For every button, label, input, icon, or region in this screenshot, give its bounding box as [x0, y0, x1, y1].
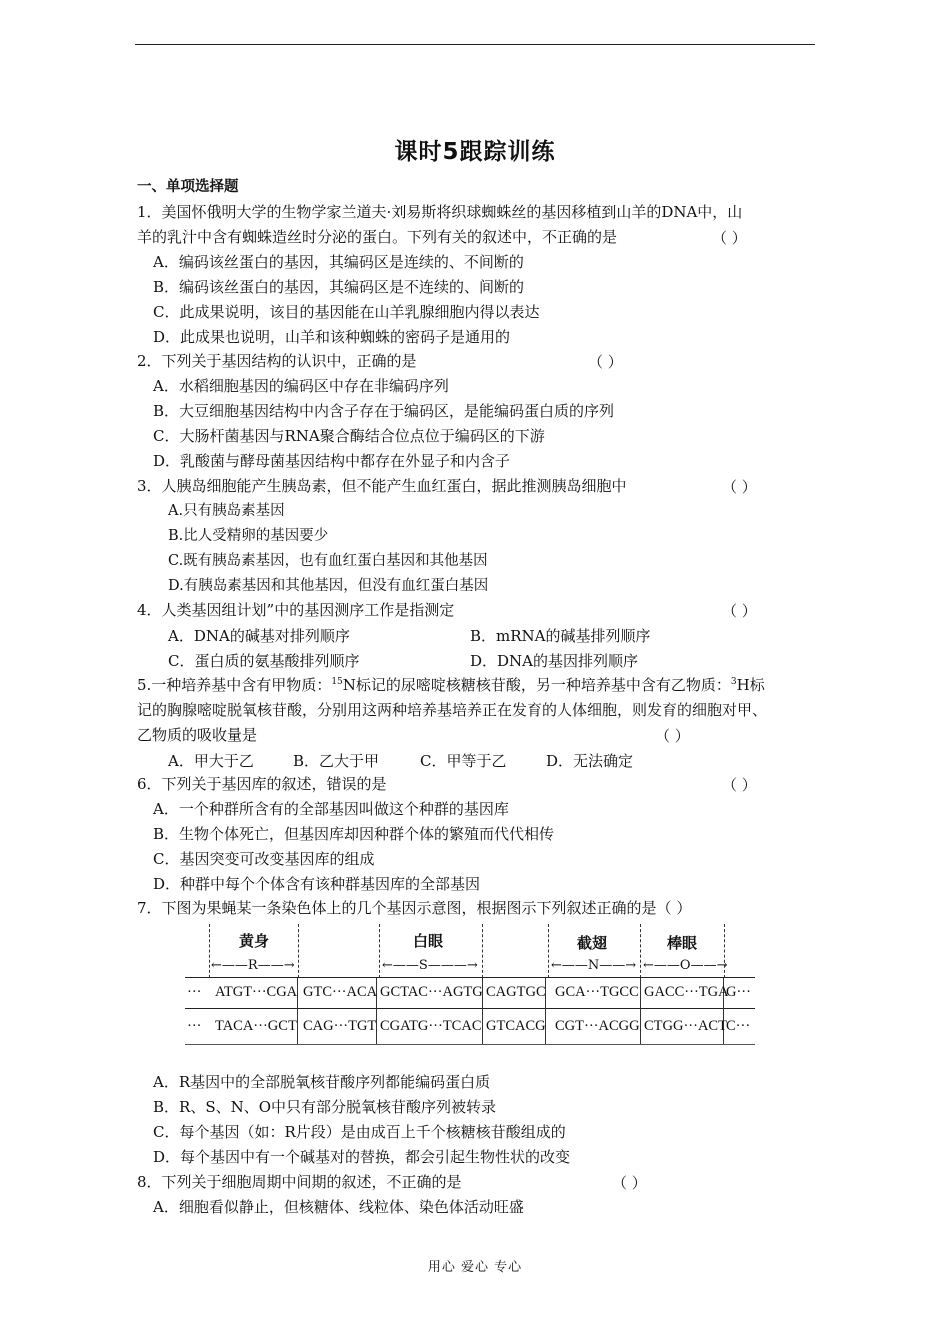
gene-boundary	[298, 924, 299, 978]
bottom-strand-seq: GTCACG	[486, 1018, 546, 1034]
q3-stem: 3．人胰岛细胞能产生胰岛素，但不能产生血红蛋白，据此推测胰岛细胞中	[137, 477, 627, 495]
q5-stem-line2: 记的胸腺嘧啶脱氧核苷酸，分别用这两种培养基培养正在发育的人体细胞，则发育的细胞对甲、	[137, 701, 768, 719]
q8-option-a: A．细胞看似静止，但核糖体、线粒体、染色体活动旺盛	[153, 1198, 524, 1216]
q6-answer-paren: （ ）	[722, 776, 757, 794]
q1-stem-line1: 1．美国怀俄明大学的生物学家兰道夫·刘易斯将织球蜘蛛丝的基因移植到山羊的DNA中，山	[137, 203, 743, 221]
gene-boundary	[482, 924, 483, 978]
q5-stem-line3: 乙物质的吸收量是	[137, 726, 258, 744]
q5-text-part: 5.一种培养基中含有甲物质：	[137, 676, 332, 694]
header-rule	[135, 44, 815, 45]
top-strand-seq: CAGTGC	[486, 984, 546, 1000]
gene-label-white: 白眼	[413, 932, 444, 950]
gene-boundary	[640, 924, 641, 978]
top-strand-seq: G···	[726, 984, 751, 1000]
gene-label-bar: 棒眼	[667, 934, 698, 952]
strand-line	[185, 1044, 755, 1045]
q6-option-b: B．生物个体死亡，但基因库却因种群个体的繁殖而代代相传	[153, 825, 555, 843]
bottom-strand-seq: ···	[187, 1018, 202, 1034]
segment-label: S	[418, 958, 428, 973]
q2-option-d: D．乳酸菌与酵母菌基因结构中都存在外显子和内含子	[153, 452, 511, 470]
q1-option-d: D．此成果也说明，山羊和该种蜘蛛的密码子是通用的	[153, 328, 511, 346]
q4-option-d: D．DNA的基因排列顺序	[470, 652, 639, 670]
q1-option-a: A．编码该丝蛋白的基因，其编码区是连续的、不间断的	[153, 253, 524, 271]
q2-option-a: A．水稻细胞基因的编码区中存在非编码序列	[153, 377, 449, 395]
q1-option-c: C．此成果说明，该目的基因能在山羊乳腺细胞内得以表达	[153, 303, 540, 321]
top-strand-seq: ATGT···CGA	[215, 984, 298, 1000]
bottom-strand-seq: TACA···GCT	[215, 1018, 297, 1034]
top-strand-seq: GCA···TGCC	[555, 984, 639, 1000]
q3-option-c: C.既有胰岛素基因，也有血红蛋白基因和其他基因	[168, 553, 488, 569]
q2-option-c: C．大肠杆菌基因与RNA聚合酶结合位点位于编码区的下游	[153, 427, 545, 445]
gene-label-yellow: 黄身	[239, 932, 270, 950]
top-strand-seq: GCTAC···AGTG	[380, 984, 483, 1000]
segment-r-arrow: ←——R——→	[211, 958, 295, 973]
q5-superscript: 3	[730, 677, 737, 687]
page-footer: 用心 爱心 专心	[427, 1260, 523, 1275]
q8-stem: 8．下列关于细胞周期中间期的叙述，不正确的是	[137, 1173, 462, 1191]
gene-diagram	[185, 922, 755, 1052]
q6-option-d: D．种群中每个个体含有该种群基因库的全部基因	[153, 875, 481, 893]
q3-answer-paren: （ ）	[722, 478, 757, 496]
q6-stem: 6．下列关于基因库的叙述，错误的是	[137, 775, 387, 793]
gene-label-cut: 截翅	[577, 934, 608, 952]
q7-option-d: D．每个基因中有一个碱基对的替换，都会引起生物性状的改变	[153, 1148, 571, 1166]
q5-text-part: H标	[736, 676, 765, 694]
bottom-strand-seq: CTGG···ACT	[644, 1018, 727, 1034]
q4-option-b: B．mRNA的碱基排列顺序	[470, 627, 651, 645]
q5-superscript: 15	[331, 677, 343, 687]
q7-option-a: A．R基因中的全部脱氧核苷酸序列都能编码蛋白质	[153, 1073, 491, 1091]
q2-stem: 2．下列关于基因结构的认识中，正确的是	[137, 352, 417, 370]
gene-boundary	[548, 924, 549, 978]
q3-option-d: D.有胰岛素基因和其他基因，但没有血红蛋白基因	[168, 578, 489, 594]
segment-n-arrow: ←——N——→	[551, 958, 637, 973]
top-strand-seq: ···	[187, 984, 202, 1000]
strand-line	[185, 977, 755, 978]
q5-stem-line1	[137, 675, 765, 695]
segment-label: N	[587, 958, 600, 973]
q5-answer-paren: （ ）	[655, 727, 690, 745]
q4-answer-paren: （ ）	[722, 602, 757, 620]
q3-option-a: A.只有胰岛素基因	[168, 503, 285, 519]
segment-label: O	[679, 958, 691, 973]
bottom-strand-seq: CAG···TGT	[303, 1018, 377, 1034]
top-strand-seq: GTC···ACA	[303, 984, 378, 1000]
q4-option-c: C．蛋白质的氨基酸排列顺序	[168, 652, 360, 670]
gene-boundary	[209, 924, 210, 978]
q7-option-c: C．每个基因（如：R片段）是由成百上千个核糖核苷酸组成的	[153, 1123, 566, 1141]
q1-stem-line2: 羊的乳汁中含有蜘蛛造丝时分泌的蛋白。下列有关的叙述中，不正确的是	[137, 228, 618, 246]
segment-divider	[640, 978, 641, 1044]
top-strand-seq: GACC···TGA	[644, 984, 729, 1000]
gene-boundary	[379, 924, 380, 978]
q7-option-b: B．R、S、N、O中只有部分脱氧核苷酸序列被转录	[153, 1098, 497, 1116]
q6-option-c: C．基因突变可改变基因库的组成	[153, 850, 375, 868]
q2-answer-paren: （ ）	[588, 353, 623, 371]
q4-stem: 4．人类基因组计划”中的基因测序工作是指测定	[137, 601, 455, 619]
q4-option-a: A．DNA的碱基对排列顺序	[168, 627, 350, 645]
q5-option-c: C．甲等于乙	[420, 752, 507, 770]
q5-text-part: N标记的尿嘧啶核糖核苷酸，另一种培养基中含有乙物质：	[342, 676, 731, 694]
strand-line	[185, 1008, 755, 1009]
q1-option-b: B．编码该丝蛋白的基因，其编码区是不连续的、间断的	[153, 278, 525, 296]
bottom-strand-seq: C···	[726, 1018, 751, 1034]
q1-answer-paren: （ ）	[712, 229, 747, 247]
section-heading: 一、单项选择题	[137, 179, 239, 195]
q6-option-a: A．一个种群所含有的全部基因叫做这个种群的基因库	[153, 800, 509, 818]
q5-option-b: B．乙大于甲	[293, 752, 380, 770]
q7-stem: 7．下图为果蝇某一条染色体上的几个基因示意图，根据图示下列叙述正确的是（ ）	[137, 899, 692, 917]
q8-answer-paren: （ ）	[612, 1174, 647, 1192]
segment-label: R	[247, 958, 258, 973]
page-title: 课时5跟踪训练	[394, 139, 556, 165]
q2-option-b: B．大豆细胞基因结构中内含子存在于编码区，是能编码蛋白质的序列	[153, 402, 615, 420]
segment-s-arrow: ←——S———→	[382, 958, 478, 973]
q3-option-b: B.比人受精卵的基因要少	[168, 528, 329, 544]
q5-option-d: D．无法确定	[546, 752, 634, 770]
segment-o-arrow: ←——O——→	[643, 958, 728, 973]
bottom-strand-seq: CGT···ACGG	[555, 1018, 640, 1034]
q5-option-a: A．甲大于乙	[168, 752, 254, 770]
bottom-strand-seq: CGATG···TCAC	[380, 1018, 482, 1034]
